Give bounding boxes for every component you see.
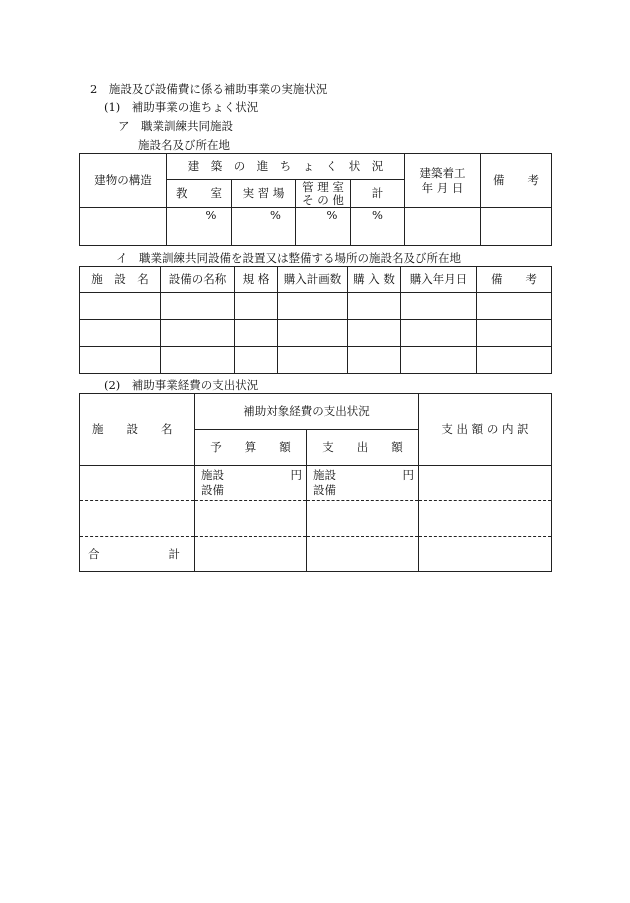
header-facility-text: 施 設 名 xyxy=(92,422,173,436)
cell-spent-1 xyxy=(307,466,419,501)
cell-total-label xyxy=(80,537,195,572)
subheader-classroom: 教 室 xyxy=(167,180,232,208)
spent-facility-label: 施設 xyxy=(313,468,336,482)
cell-structure xyxy=(80,208,167,246)
budget-equipment-label: 設備 xyxy=(201,483,224,497)
header-equipment-name: 設備の名称 xyxy=(161,267,235,293)
header-purchased-qty: 購 入 数 xyxy=(348,267,401,293)
cell-total-breakdown xyxy=(419,537,552,572)
cell-total-budget xyxy=(195,537,307,572)
cell-start-date xyxy=(405,208,481,246)
progress-table xyxy=(79,153,552,246)
cell-admin xyxy=(296,208,351,246)
budget-yen: 円 xyxy=(290,468,302,482)
table-row xyxy=(80,320,552,347)
header-spent: 支 出 額 xyxy=(307,430,419,466)
subsection-progress: (1) 補助事業の進ちょく状況 xyxy=(104,100,259,114)
cell-breakdown-2 xyxy=(419,501,552,537)
header-progress: 建 築 の 進 ち ょ く 状 況 xyxy=(167,154,405,180)
subheader-admin-line2: そ の 他 xyxy=(302,192,344,207)
equipment-table xyxy=(79,266,552,374)
header-expense-status: 補助対象経費の支出状況 xyxy=(195,394,419,430)
section-heading: 2 施設及び設備費に係る補助事業の実施状況 xyxy=(90,82,328,96)
cell-spent-2 xyxy=(307,501,419,537)
header-purchase-date: 購入年月日 xyxy=(401,267,477,293)
cell-remarks xyxy=(481,208,552,246)
cell-breakdown-1 xyxy=(419,466,552,501)
item-a-note: 施設名及び所在地 xyxy=(138,138,230,152)
spent-equipment-label: 設備 xyxy=(313,483,336,497)
item-b-title: イ 職業訓練共同設備を設置又は整備する場所の施設名及び所在地 xyxy=(116,251,461,265)
budget-facility-label: 施設 xyxy=(201,468,224,482)
cell-total xyxy=(351,208,405,246)
pct-classroom: % xyxy=(205,208,217,222)
cell-total-spent xyxy=(307,537,419,572)
cell-facility-1 xyxy=(80,466,195,501)
header-start-date xyxy=(405,154,481,208)
header-remarks: 備 考 xyxy=(477,267,552,293)
header-budget: 予 算 額 xyxy=(195,430,307,466)
cell-budget-1 xyxy=(195,466,307,501)
header-facility xyxy=(80,394,195,466)
header-facility-name: 施 設 名 xyxy=(80,267,161,293)
header-start-line1: 建築着工 xyxy=(419,165,466,180)
spent-yen: 円 xyxy=(402,468,414,482)
pct-total: % xyxy=(372,208,383,222)
subsection-expenses: (2) 補助事業経費の支出状況 xyxy=(104,378,259,392)
item-a-title: ア 職業訓練共同施設 xyxy=(118,119,233,133)
header-breakdown: 支 出 額 の 内 訳 xyxy=(419,394,552,466)
header-start-line2: 年 月 日 xyxy=(421,180,464,195)
cell-classroom xyxy=(167,208,232,246)
header-structure: 建物の構造 xyxy=(80,154,167,208)
subheader-admin-line1: 管 理 室 xyxy=(302,179,344,194)
table-row xyxy=(80,293,552,320)
table-row xyxy=(80,347,552,374)
header-remarks: 備 考 xyxy=(481,154,552,208)
subheader-admin xyxy=(296,180,351,208)
subheader-total: 計 xyxy=(351,180,405,208)
cell-budget-2 xyxy=(195,501,307,537)
header-planned-qty: 購入計画数 xyxy=(278,267,348,293)
subheader-training: 実 習 場 xyxy=(232,180,296,208)
cell-facility-2 xyxy=(80,501,195,537)
expense-table xyxy=(79,393,552,572)
pct-admin: % xyxy=(326,208,338,222)
cell-training xyxy=(232,208,296,246)
total-label: 合 計 xyxy=(88,546,180,561)
header-spec: 規 格 xyxy=(235,267,278,293)
pct-training: % xyxy=(270,208,281,222)
